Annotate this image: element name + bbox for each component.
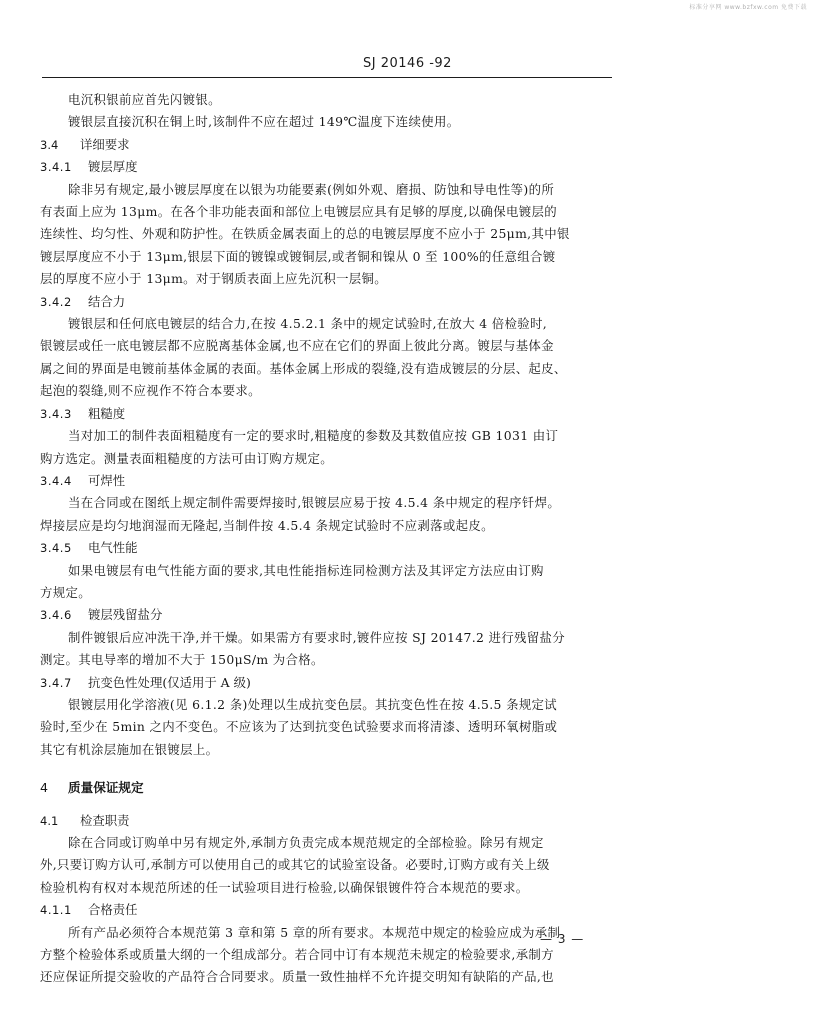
paragraph-line: 起泡的裂缝,则不应视作不符合本要求。 <box>40 383 261 399</box>
chapter-title: 质量保证规定 <box>68 780 144 796</box>
paragraph-line: 其它有机涂层施加在银镀层上。 <box>40 741 219 757</box>
paragraph-line: 方规定。 <box>40 584 91 600</box>
section-number: 4.1.1 <box>40 903 72 918</box>
section-number: 3.4.4 <box>40 473 72 488</box>
section-number: 3.4.5 <box>40 541 72 556</box>
paragraph-line: 购方选定。测量表面粗糙度的方法可由订购方规定。 <box>40 450 334 466</box>
section-heading-4-1 <box>40 810 612 832</box>
paragraph-line: 属之间的界面是电镀前基体金属的表面。基体金属上形成的裂缝,没有造成镀层的分层、起皮、 <box>40 360 567 376</box>
header-rule <box>42 77 612 78</box>
section-title: 粗糙度 <box>88 405 126 421</box>
paragraph-line: 有表面上应为 13μm。在各个非功能表面和部位上电镀层应具有足够的厚度,以确保电镀层的 <box>40 204 557 220</box>
section-title: 可焊性 <box>88 472 126 488</box>
section-title: 镀层残留盐分 <box>88 607 163 623</box>
paragraph-line: 银镀层用化学溶液(见 6.1.2 条)处理以生成抗变色层。其抗变色性在按 4.5.5 条规定试 <box>68 696 558 712</box>
section-heading-3-4-2 <box>40 291 612 313</box>
paragraph-line: 验时,至少在 5min 之内不变色。不应该为了达到抗变色试验要求而将清漆、透明环氧树脂或 <box>40 719 558 735</box>
section-heading-3-4-4 <box>40 470 612 492</box>
paragraph-line: 外,只要订购方认可,承制方可以使用自己的或其它的试验室设备。必要时,订购方或有关上级 <box>40 857 550 873</box>
section-number: 3.4.3 <box>40 406 72 421</box>
section-number: 3.4 <box>40 137 59 152</box>
section-heading-3-4-3 <box>40 403 612 425</box>
paragraph-line: 测定。其电导率的增加不大于 150μS/m 为合格。 <box>40 652 324 668</box>
paragraph-line: 如果电镀层有电气性能方面的要求,其电性能指标连同检测方法及其评定方法应由订购 <box>68 562 544 578</box>
paragraph: 镀银层直接沉积在铜上时,该制件不应在超过 149℃温度下连续使用。 <box>68 114 460 130</box>
section-heading-3-4-5 <box>40 537 612 559</box>
paragraph-line: 焊接层应是均匀地润湿而无隆起,当制件按 4.5.4 条规定试验时不应剥落或起皮。 <box>40 517 494 533</box>
page-number: — 3 — <box>540 932 585 946</box>
section-title: 镀层厚度 <box>88 159 138 175</box>
section-heading-3-4-7 <box>40 672 612 694</box>
paragraph-line: 当在合同或在图纸上规定制件需要焊接时,银镀层应易于按 4.5.4 条中规定的程序钎焊。 <box>68 495 561 511</box>
section-number: 4.1 <box>40 813 59 828</box>
section-title: 检查职责 <box>80 812 130 828</box>
paragraph-line: 层的厚度不应小于 13μm。对于钢质表面上应先沉积一层铜。 <box>40 271 388 287</box>
section-heading-4-1-1 <box>40 899 612 921</box>
paragraph-line: 镀银层和任何底电镀层的结合力,在按 4.5.2.1 条中的规定试验时,在放大 4 倍检验时, <box>68 316 548 332</box>
paragraph-line: 检验机构有权对本规范所述的任一试验项目进行检验,以确保银镀件符合本规范的要求。 <box>40 879 529 895</box>
section-title: 抗变色性处理(仅适用于 A 级) <box>88 674 251 690</box>
section-title: 电气性能 <box>88 540 138 556</box>
section-number: 3.4.6 <box>40 608 72 623</box>
paragraph-line: 连续性、均匀性、外观和防护性。在铁质金属表面上的总的电镀层厚度不应小于 25μm,其中银 <box>40 226 570 242</box>
watermark-text: 标准分享网 www.bzfxw.com 免费下载 <box>689 4 807 11</box>
section-heading-3-4-6 <box>40 604 612 626</box>
chapter-heading-4 <box>40 777 612 799</box>
document-body <box>40 89 612 989</box>
chapter-number: 4 <box>40 780 49 796</box>
section-heading-3-4-1 <box>40 156 612 178</box>
paragraph-line: 除非另有规定,最小镀层厚度在以银为功能要素(例如外观、磨损、防蚀和导电性等)的所 <box>68 181 555 197</box>
paragraph-line: 除在合同或订购单中另有规定外,承制方负责完成本规范规定的全部检验。除另有规定 <box>68 835 544 850</box>
page-header: SJ 20146 -92 <box>363 56 452 71</box>
paragraph-line: 制件镀银后应冲洗干净,并干燥。如果需方有要求时,镀件应按 SJ 20147.2 进行残留盐分 <box>68 629 565 645</box>
section-number: 3.4.2 <box>40 294 72 309</box>
paragraph-line: 镀层厚度应不小于 13μm,银层下面的镀镍或镀铜层,或者铜和镍从 0 至 100%的任意组合镀 <box>40 248 556 264</box>
section-title: 结合力 <box>88 293 126 309</box>
section-title: 合格责任 <box>88 902 138 918</box>
paragraph-line: 当对加工的制件表面粗糙度有一定的要求时,粗糙度的参数及其数值应按 GB 1031 由订 <box>68 428 559 444</box>
paragraph: 电沉积银前应首先闪镀银。 <box>68 92 221 107</box>
section-heading-3-4 <box>40 134 612 156</box>
section-number: 3.4.1 <box>40 160 72 175</box>
paragraph-line: 还应保证所提交验收的产品符合合同要求。质量一致性抽样不允许提交明知有缺陷的产品,也 <box>40 969 554 985</box>
paragraph-line: 方整个检验体系或质量大纲的一个组成部分。若合同中订有本规范未规定的检验要求,承制方 <box>40 947 554 963</box>
section-number: 3.4.7 <box>40 675 72 690</box>
paragraph-line: 所有产品必须符合本规范第 3 章和第 5 章的所有要求。本规范中规定的检验应成为承制 <box>68 924 561 940</box>
section-title: 详细要求 <box>80 136 130 152</box>
paragraph-line: 银镀层或任一底电镀层都不应脱离基体金属,也不应在它们的界面上彼此分离。镀层与基体金 <box>40 338 554 354</box>
